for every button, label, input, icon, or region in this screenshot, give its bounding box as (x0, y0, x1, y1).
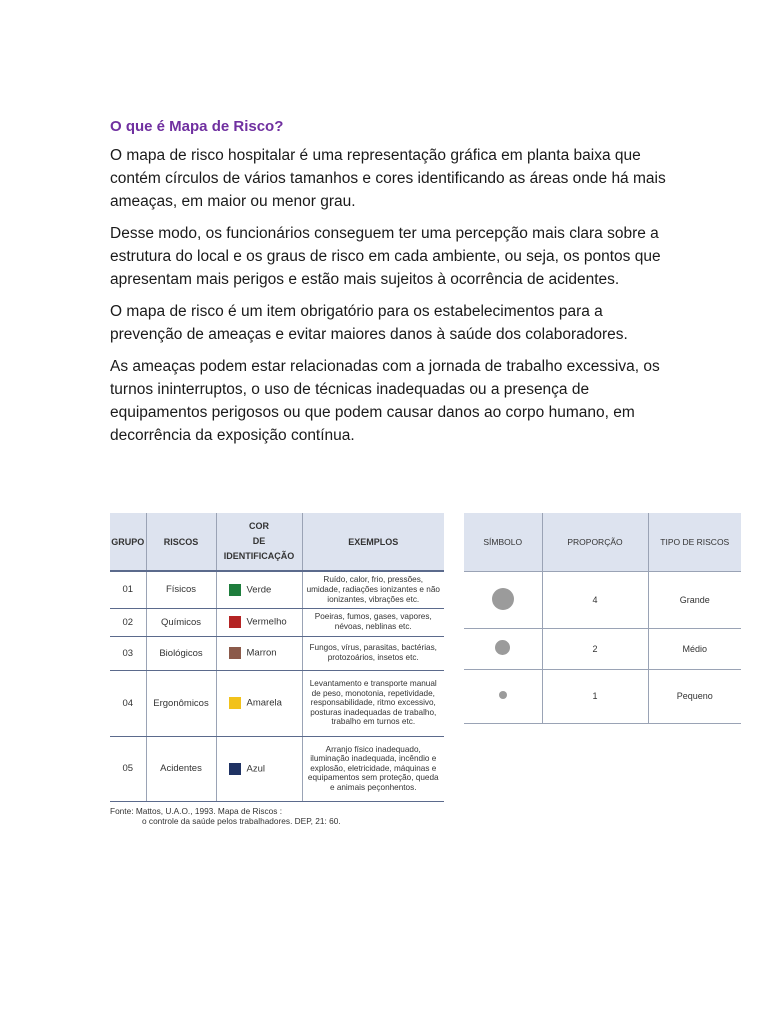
risco-cell: Biológicos (146, 636, 216, 670)
color-swatch (229, 697, 241, 709)
medium-circle-icon (495, 640, 510, 655)
cor-cell (216, 636, 302, 670)
small-circle-icon (499, 691, 507, 699)
proporcao-cell: 2 (542, 628, 648, 669)
cor-name: Verde (246, 584, 272, 596)
header-exemplos: EXEMPLOS (302, 513, 444, 571)
proporcao-cell: 4 (542, 571, 648, 628)
grupo-cell: 03 (110, 636, 146, 670)
table-row (464, 571, 741, 628)
tipo-cell: Médio (648, 628, 741, 669)
table-row (110, 636, 444, 670)
table-row (110, 608, 444, 636)
risco-cell: Físicos (146, 571, 216, 608)
tipo-cell: Grande (648, 571, 741, 628)
tipo-cell: Pequeno (648, 669, 741, 723)
paragraph-3: O mapa de risco é um item obrigatório para os estabelecimentos para a prevenção de ameaças e evitar maiores danos à saúde dos colaboradores. (110, 303, 628, 343)
paragraph-4: As ameaças podem estar relacionadas com a jornada de trabalho excessiva, os turnos ininterruptos, o uso de técnicas inadequadas ou a presença de equipamentos perigosos ou que podem causar danos ao corpo humano, em decorrência da exposição contínua. (110, 358, 660, 444)
table-row (464, 669, 741, 723)
risk-symbol-table (464, 513, 741, 724)
header-simbolo: SÍMBOLO (464, 513, 542, 571)
cor-cell (216, 608, 302, 636)
exemplos-cell: Arranjo físico inadequado, iluminação inadequada, incêndio e explosão, eletricidade, máquinas e equipamentos sem proteção, queda e animais peçonhentos. (302, 736, 444, 801)
color-swatch (229, 647, 241, 659)
cor-name: Marron (246, 647, 277, 659)
symbol-cell (464, 628, 542, 669)
header-tipo-riscos: TIPO DE RISCOS (648, 513, 741, 571)
symbol-cell (464, 669, 542, 723)
grupo-cell: 01 (110, 571, 146, 608)
header-cor: COR DE IDENTIFICAÇÃO (216, 513, 302, 571)
exemplos-cell: Ruído, calor, frio, pressões, umidade, radiações ionizantes e não ionizantes, vibrações etc. (302, 571, 444, 608)
cor-cell (216, 736, 302, 801)
exemplos-cell: Levantamento e transporte manual de peso, monotonia, repetividade, responsabilidade, ritmo excessivo, posturas inadequadas de trabalho, trabalho em turnos etc. (302, 670, 444, 736)
table-row (110, 571, 444, 608)
exemplos-cell: Poeiras, fumos, gases, vapores, névoas, neblinas etc. (302, 608, 444, 636)
cor-name: Amarela (246, 697, 282, 709)
table-source-note (110, 806, 341, 826)
cor-cell (216, 571, 302, 608)
risk-group-table (110, 513, 444, 802)
risco-cell: Ergonômicos (146, 670, 216, 736)
grupo-cell: 02 (110, 608, 146, 636)
risk-table-header-row (110, 513, 444, 571)
color-swatch (229, 616, 241, 628)
cor-cell (216, 670, 302, 736)
grupo-cell: 05 (110, 736, 146, 801)
header-grupo: GRUPO (110, 513, 146, 571)
symbol-table-header-row (464, 513, 741, 571)
symbol-cell (464, 571, 542, 628)
cor-name: Azul (246, 763, 265, 774)
header-riscos: RISCOS (146, 513, 216, 571)
section-heading: O que é Mapa de Risco? (110, 118, 284, 135)
source-line-2: o controle da saúde pelos trabalhadores. DEP, 21: 60. (142, 816, 341, 826)
exemplos-cell: Fungos, vírus, parasitas, bactérias, protozoários, insetos etc. (302, 636, 444, 670)
source-line-1: Fonte: Mattos, U.A.O., 1993. Mapa de Riscos : (110, 806, 283, 816)
proporcao-cell: 1 (542, 669, 648, 723)
risco-cell: Químicos (146, 608, 216, 636)
table-row (110, 670, 444, 736)
grupo-cell: 04 (110, 670, 146, 736)
paragraph-2: Desse modo, os funcionários conseguem ter uma percepção mais clara sobre a estrutura do local e os graus de risco em cada ambiente, ou seja, os pontos que apresentam mais perigos e estão mais sujeitos à ocorrência de acidentes. (110, 225, 661, 288)
paragraph-1: O mapa de risco hospitalar é uma representação gráfica em planta baixa que contém círculos de vários tamanhos e cores identificando as áreas onde há mais ameaças, em maior ou menor grau. (110, 147, 666, 210)
color-swatch (229, 763, 241, 775)
table-row (464, 628, 741, 669)
table-row (110, 736, 444, 801)
text-block (110, 118, 670, 456)
cor-name: Vermelho (246, 616, 287, 628)
header-proporcao: PROPORÇÃO (542, 513, 648, 571)
large-circle-icon (492, 588, 514, 610)
color-swatch (229, 584, 241, 596)
risco-cell: Acidentes (146, 736, 216, 801)
